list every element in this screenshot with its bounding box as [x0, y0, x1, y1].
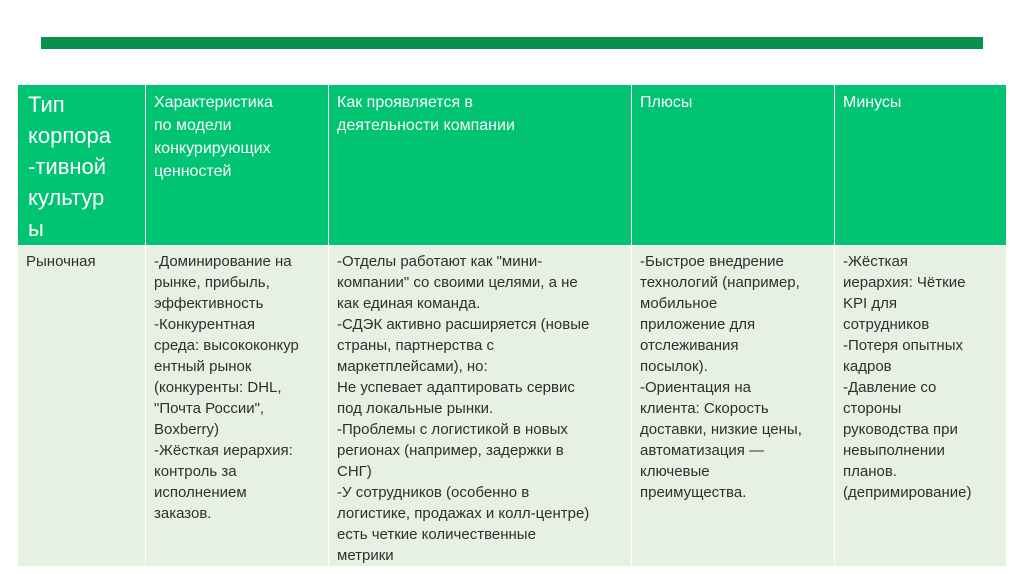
header-cell-pros: [632, 85, 835, 246]
header-cell-type: [18, 85, 146, 246]
header-type-label: Тип корпора -тивной культур ы: [28, 92, 111, 241]
cell-pros: [632, 246, 835, 567]
manifestation-text: -Отделы работают как "мини- компании" со своими целями, а не как единая команда. -СДЭК активно расширяется (новые страны, партнерства с маркетплейсами), но: Не успевает адаптировать сервис под локальные рынки. -Проблемы с логистикой в новых регионах (например, задержки в СНГ) -У сотрудников (особенно в логистике, продажах и колл-центре) есть четкие количественные метрики: [337, 253, 590, 564]
header-cell-manifestation: [329, 85, 632, 246]
header-cons-label: Минусы: [843, 94, 902, 111]
header-cell-cons: [835, 85, 1007, 246]
characteristic-text: -Доминирование на рынке, прибыль, эффективность -Конкурентная среда: высококонкур ентный рынок (конкуренты: DHL, "Почта России", Boxberry) -Жёсткая иерархия: контроль за исполнением заказов.: [154, 253, 299, 522]
header-pros-label: Плюсы: [640, 94, 693, 111]
cell-characteristic: [146, 246, 329, 567]
cell-type: [18, 246, 146, 567]
header-characteristic-label: Характеристика по модели конкурирующих ценностей: [154, 94, 273, 180]
cell-cons: [835, 246, 1007, 567]
header-cell-characteristic: [146, 85, 329, 246]
top-accent-bar: [41, 37, 983, 49]
culture-table: [17, 84, 1007, 567]
table-header-row: [18, 85, 1007, 246]
culture-type-text: Рыночная: [26, 253, 96, 270]
table-row: [18, 246, 1007, 567]
header-manifestation-label: Как проявляется в деятельности компании: [337, 94, 515, 134]
pros-text: -Быстрое внедрение технологий (например, мобильное приложение для отслеживания посылок). -Ориентация на клиента: Скорость доставки, низкие цены, автоматизация — ключевые преимущества.: [640, 253, 802, 501]
cell-manifestation: [329, 246, 632, 567]
cons-text: -Жёсткая иерархия: Чёткие KPI для сотрудников -Потеря опытных кадров -Давление со стороны руководства при невыполнении планов. (депримирование): [843, 253, 972, 501]
